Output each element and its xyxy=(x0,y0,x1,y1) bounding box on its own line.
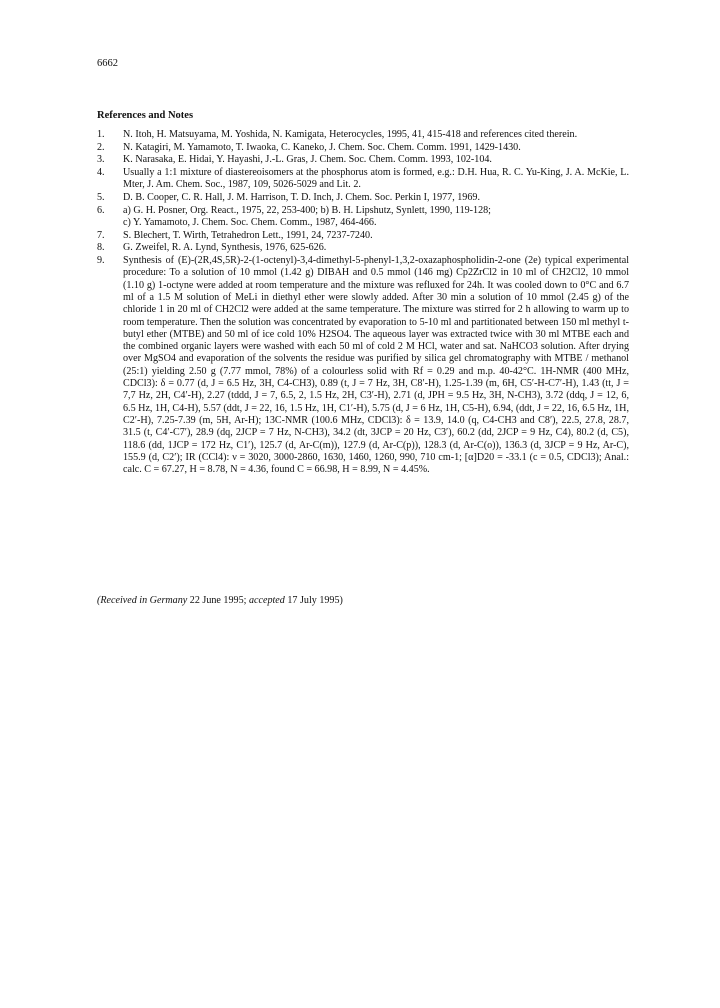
reference-number: 5. xyxy=(97,192,105,204)
received-date: 22 June 1995; xyxy=(189,595,247,606)
reference-text: D. B. Cooper, C. R. Hall, J. M. Harrison, T. D. Inch, J. Chem. Soc. Perkin I, 1977, 1969. xyxy=(123,192,480,204)
reference-number: 8. xyxy=(97,242,105,254)
reference-number: 1. xyxy=(97,129,105,140)
reference-number: 7. xyxy=(97,229,105,241)
reference-item xyxy=(97,167,629,192)
accepted-date: 17 July 1995) xyxy=(287,595,343,606)
reference-number: 2. xyxy=(97,141,105,153)
reference-text-continued: c) Y. Yamamoto, J. Chem. Soc. Chem. Comm., 1987, 464-466. xyxy=(123,217,377,229)
reference-item xyxy=(97,142,629,154)
reference-item xyxy=(97,230,629,242)
reference-text: a) G. H. Posner, Org. React., 1975, 22, 253-400; b) B. H. Lipshutz, Synlett, 1990, 119-128; xyxy=(123,204,491,216)
received-prefix: (Received in Germany xyxy=(97,595,188,606)
reference-text: K. Narasaka, E. Hidai, Y. Hayashi, J.-L. Gras, J. Chem. Soc. Chem. Comm. 1993, 102-104. xyxy=(123,154,492,166)
accepted-word: accepted xyxy=(248,595,285,606)
received-note xyxy=(97,595,343,606)
reference-number: 4. xyxy=(97,167,105,179)
section-title: References and Notes xyxy=(97,110,194,121)
reference-text: Synthesis of (E)-(2R,4S,5R)-2-(1-octenyl)-3,4-dimethyl-5-phenyl-1,3,2-oxazaphospholidin-2-one (2e) typical experimental procedure: To a solution of 10 mmol (1.42 g) DIBAH and 0.5 mmol (146 mg) Cp2ZrCl2 in 10 ml of CH2Cl2, 10 mmol (1.10 g) 1-octyne were added at room temperature and the mixture was refluxed for 24h. It was cooled down to 0°C and 6.7 ml of a 1.5 M solution of MeLi in diethyl ether were slowly added. After 30 min a solution of 10 mmol (2.45 g) of the chloride 1 in 20 ml of CH2Cl2 were added at the same temperature. The mixture was stirred for 2 h allowing to warm up to room temperature. Then the solution was concentrated by evaporation to 5-10 ml and partitionated between 150 ml methyl t-butyl ether (MTBE) and 50 ml of ice cold 10% H2SO4. The aqueous layer was extracted twice with 30 ml MTBE each and the combined organic layers were washed with each 50 ml of cold 2 M HCl, water and sat. NaHCO3 solution. After drying over MgSO4 and evaporation of the solvents the residue was purified by silica gel chromatography with MTBE / methanol (25:1) yielding 2.50 g (7.77 mmol, 78%) of a colourless solid with Rf = 0.29 and m.p. 40-42°C. 1H-NMR (400 MHz, CDCl3): δ = 0.77 (d, J = 6.5 Hz, 3H, C4-CH3), 0.89 (t, J = 7 Hz, 3H, C8′-H), 1.25-1.39 (m, 6H, C5′-H-C7′-H), 1.43 (tt, J = 7,7 Hz, 2H, C4′-H), 2.27 (tddd, J = 7, 6.5, 2, 1.5 Hz, 2H, C3′-H), 2.71 (d, JPH = 9.5 Hz, 3H, N-CH3), 3.72 (ddq, J = 12, 6, 6.5 Hz, 1H, C4-H), 5.57 (ddt, J = 22, 16, 1.5 Hz, 1H, C1′-H), 5.75 (d, J = 6 Hz, 1H, C5-H), 6.94, (ddt, J = 22, 16, 6.5 Hz, 1H, C2′-H), 7.25-7.39 (m, 5H, Ar-H); 13C-NMR (100.6 MHz, CDCl3): δ = 13.9, 14.0 (q, C4-CH3 and C8′), 22.5, 27.8, 28.7, 31.5 (t, C4′-C7′), 28.9 (dq, 2JCP = 7 Hz, N-CH3), 34.2 (dt, 3JCP = 20 Hz, C3′), 60.2 (dd, 2JCP = 9 Hz, C4), 80.2 (d, C5), 118.6 (dd, 1JCP = 172 Hz, C1′), 125.7 (d, Ar-C(m)), 127.9 (d, Ar-C(p)), 128.3 (d, Ar-C(o)), 136.3 (d, 3JCP = 9 Hz, Ar-C), 155.9 (d, C2′); IR (CCl4): ν = 3020, 3000-2860, 1630, 1460, 1260, 990, 710 cm-1; [α]D20 = -33.1 (c = 0.5, CDCl3); Anal.: calc. C = 67.27, H = 8.78, N = 4.36, found C = 66.98, H = 8.99, N = 4.45%. xyxy=(123,255,629,476)
reference-item xyxy=(97,242,629,254)
reference-item xyxy=(97,129,629,141)
reference-text: G. Zweifel, R. A. Lynd, Synthesis, 1976, 625-626. xyxy=(123,242,327,254)
reference-item xyxy=(97,154,629,166)
reference-item xyxy=(97,205,629,230)
reference-number: 6. xyxy=(97,204,105,216)
reference-text: N. Itoh, H. Matsuyama, M. Yoshida, N. Kamigata, Heterocycles, 1995, 41, 415-418 and references cited therein. xyxy=(123,129,578,140)
reference-item xyxy=(97,192,629,204)
reference-text: Usually a 1:1 mixture of diastereoisomers at the phosphorus atom is formed, e.g.: D.H. Hua, R. C. Yu-King, J. A. McKie, L. Mter, J. Am. Chem. Soc., 1987, 109, 5026-5029 and Lit. 2. xyxy=(123,167,629,191)
reference-number: 9. xyxy=(97,255,105,267)
reference-item xyxy=(97,255,629,476)
page-number: 6662 xyxy=(97,58,118,69)
reference-number: 3. xyxy=(97,154,105,166)
reference-text: S. Blechert, T. Wirth, Tetrahedron Lett., 1991, 24, 7237-7240. xyxy=(123,229,373,241)
reference-list xyxy=(97,129,629,477)
reference-text: N. Katagiri, M. Yamamoto, T. Iwaoka, C. Kaneko, J. Chem. Soc. Chem. Comm. 1991, 1429-1430. xyxy=(123,141,521,153)
